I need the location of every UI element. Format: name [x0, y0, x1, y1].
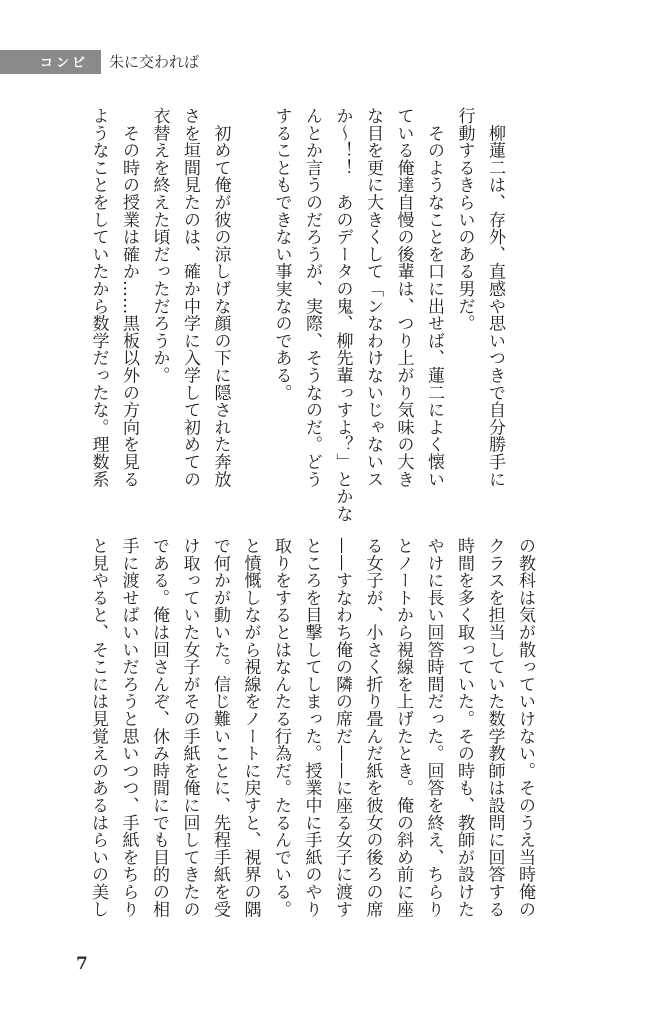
- text-column: ところを目撃してしまった。授業中に手紙のやり: [301, 537, 322, 918]
- text-column: な目を更に大きくして「ンなわけないじゃないス: [363, 107, 383, 488]
- running-header-series: コンビ: [40, 56, 89, 71]
- text-column: か〜！！ あのデータの鬼、柳先輩っすよ？」とかな: [332, 107, 353, 523]
- text-column: と憤慨しながら視線をノートに戻すと、視界の隅: [240, 537, 261, 918]
- text-column: [236, 107, 267, 497]
- text-column: 初めて俺が彼の涼しげな顔の下に隠された奔放: [210, 107, 231, 488]
- text-column: 時間を多く取っていた。その時も、教師が設けた: [454, 537, 474, 918]
- text-column: で何かが動いた。信じ難いことに、先程手紙を受: [210, 537, 230, 918]
- text-column: ——すなわち俺の隣の席だ——に座る女子に渡す: [332, 537, 352, 918]
- text-block-bottom: [83, 537, 541, 927]
- text-column: る女子が、小さく折り畳んだ紙を彼女の後ろの席: [362, 537, 383, 918]
- text-column: の教科は気が散っていけない。そのうえ当時俺の: [515, 537, 535, 918]
- running-header-title: 朱に交われば: [109, 53, 200, 71]
- text-column: 手に渡せばいいだろうと思いつつ、手紙をちらり: [118, 537, 139, 918]
- text-column: さを垣間見たのは、確か中学に入学して初めての: [180, 107, 200, 488]
- text-column: 衣替えを終えた頃だっただろうか。: [149, 107, 170, 384]
- text-column: ている俺達自慢の後輩は、つり上がり気味の大き: [393, 107, 414, 488]
- text-column: である。俺は回さんぞ、休み時間にでも目的の相: [149, 537, 169, 918]
- text-column: やけに長い回答時間だった。回答を終え、ちらり: [423, 537, 444, 918]
- text-column: とノートから視線を上げたとき。俺の斜め前に座: [393, 537, 413, 918]
- text-column: クラスを担当していた数学教師は設問に回答する: [484, 537, 505, 918]
- text-column: んとか言うのだろうが、実際、そうなのだ。どう: [302, 107, 322, 488]
- page-number: 7: [76, 954, 88, 974]
- text-block-top: [83, 107, 510, 523]
- text-column: することもできない事実なのである。: [271, 107, 292, 402]
- text-column: け取っていた女子がその手紙を俺に回してきたの: [179, 537, 200, 918]
- text-column: そのようなことを口に出せば、蓮二によく懐い: [424, 107, 444, 488]
- text-column: ようなことをしていたから数学だったな。理数系: [88, 107, 109, 488]
- text-column: と見やると、そこには見覚えのあるはらいの美し: [88, 537, 108, 918]
- text-column: 行動するきらいのある男だ。: [454, 107, 475, 332]
- text-column: 取りをするとはなんたる行為だ。たるんでいる。: [271, 537, 291, 918]
- text-column: その時の授業は確か……黒板以外の方向を見る: [119, 107, 139, 488]
- text-column: 柳蓮二は、存外、直感や思いつきで自分勝手に: [485, 107, 505, 488]
